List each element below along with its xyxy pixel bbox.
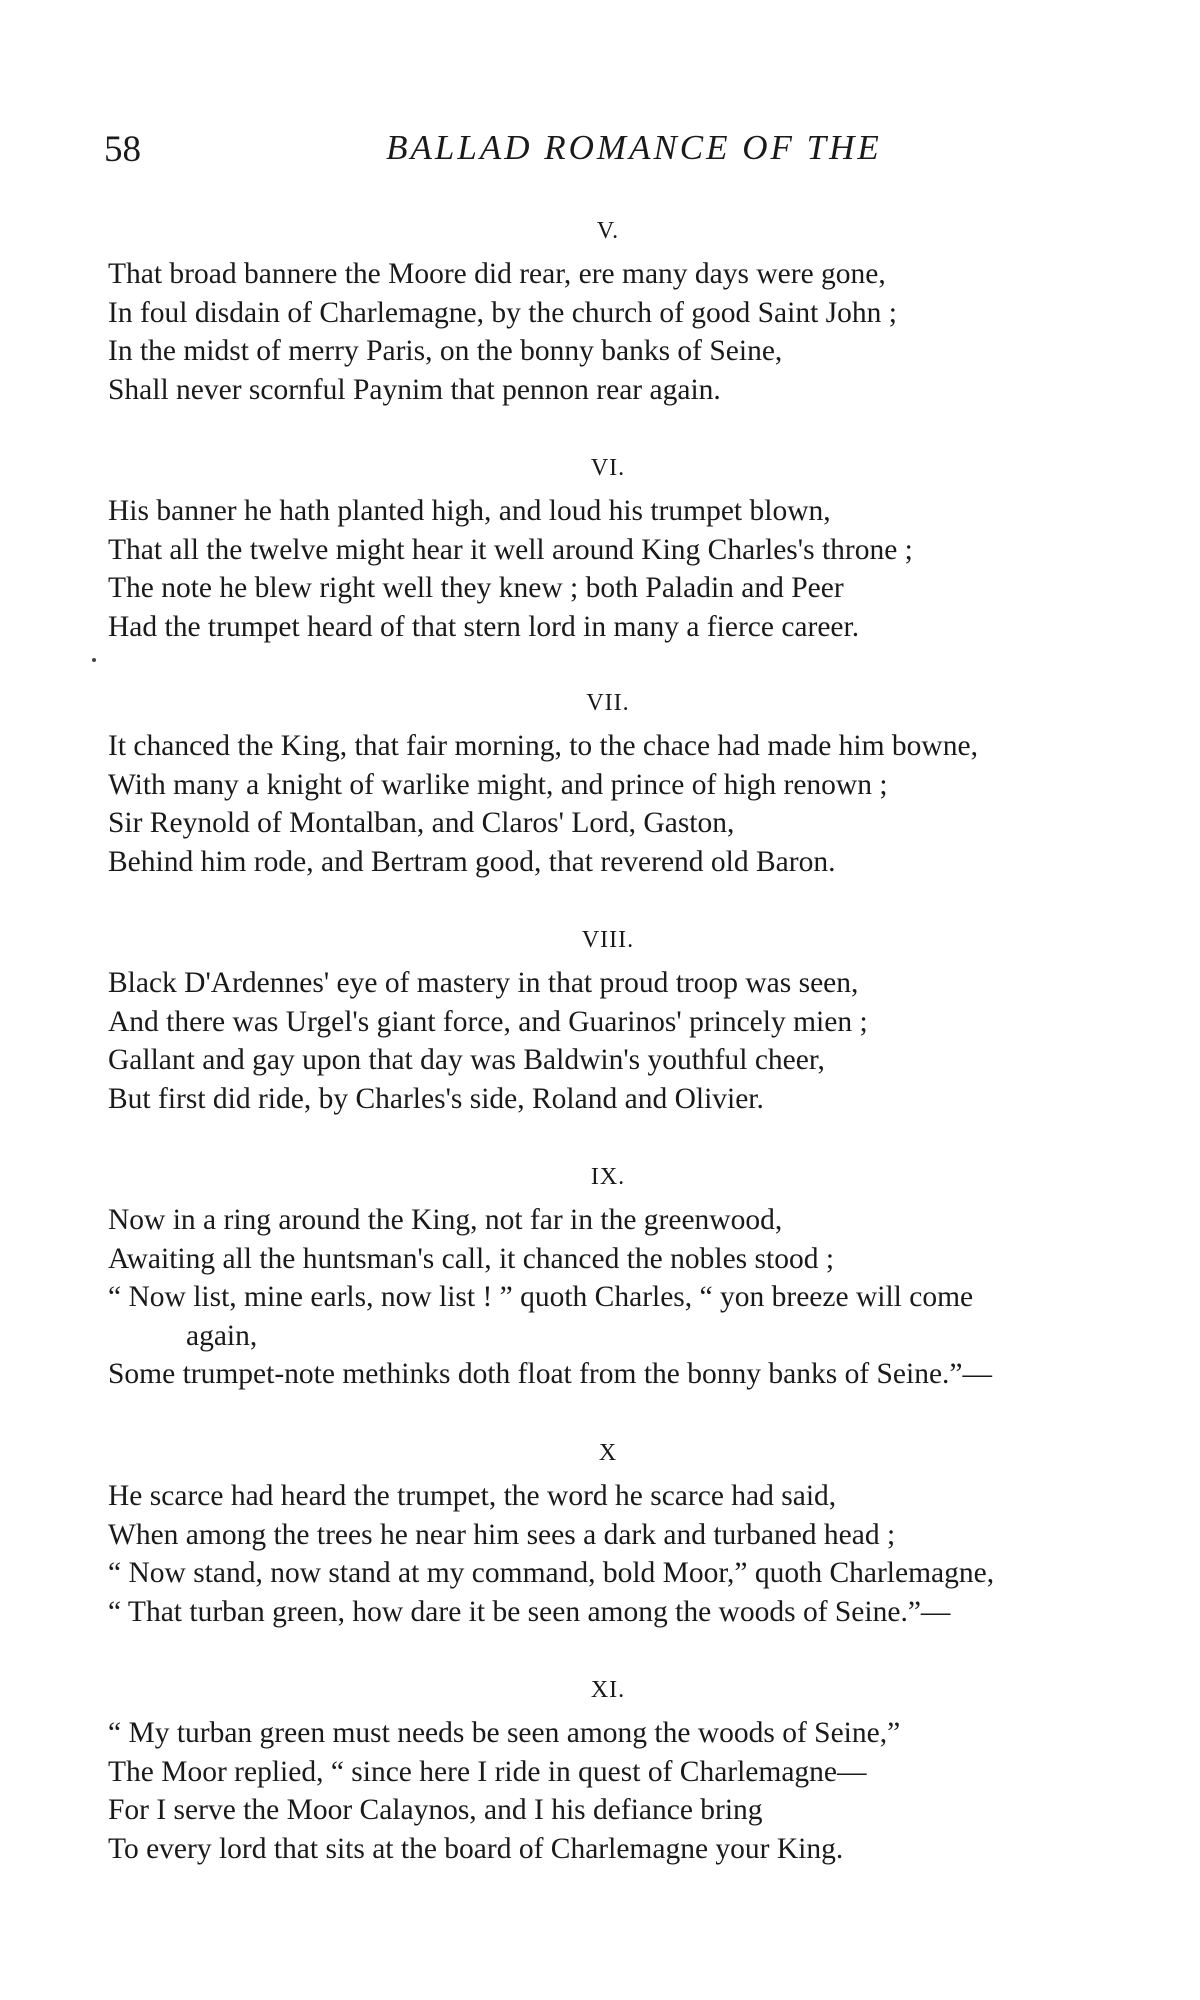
verse-line: His banner he hath planted high, and loud his trumpet blown, xyxy=(108,495,831,527)
stanza-vii xyxy=(108,690,1128,881)
verse-line: Gallant and gay upon that day was Baldwin's youthful cheer, xyxy=(108,1044,825,1076)
stanza-x xyxy=(108,1440,1128,1631)
verse-line: In the midst of merry Paris, on the bonny banks of Seine, xyxy=(108,335,783,367)
stanza-numeral: X xyxy=(598,1440,618,1466)
verse-line: To every lord that sits at the board of Charlemagne your King. xyxy=(108,1832,844,1865)
print-speck xyxy=(92,658,96,662)
running-title: BALLAD ROMANCE OF THE xyxy=(386,128,882,167)
stanza-numeral: XI. xyxy=(590,1677,626,1703)
verse-line: That all the twelve might hear it well around King Charles's throne ; xyxy=(108,533,913,566)
stanza-numeral: VIII. xyxy=(581,927,635,953)
verse-line: And there was Urgel's giant force, and Guarinos' princely mien ; xyxy=(108,1005,868,1038)
verse-line-continuation: again, xyxy=(186,1319,258,1352)
stanza-numeral: V. xyxy=(596,218,620,244)
verse-line: “ Now list, mine earls, now list ! ” quoth Charles, “ yon breeze will come xyxy=(108,1281,974,1313)
verse-line: “ That turban green, how dare it be seen among the woods of Seine.”— xyxy=(108,1595,951,1628)
verse-line: But first did ride, by Charles's side, Roland and Olivier. xyxy=(108,1082,764,1115)
stanza-numeral: IX. xyxy=(590,1164,626,1190)
verse-line: “ My turban green must needs be seen among the woods of Seine,” xyxy=(108,1717,901,1749)
verse-line: He scarce had heard the trumpet, the word he scarce had said, xyxy=(108,1480,837,1512)
page-number: 58 xyxy=(104,129,141,170)
verse-line: The note he blew right well they knew ; both Paladin and Peer xyxy=(108,572,844,604)
verse-line: Behind him rode, and Bertram good, that reverend old Baron. xyxy=(108,845,836,878)
stanza-v xyxy=(108,218,1128,409)
stanza-numeral: VI. xyxy=(590,455,626,481)
verse-line: Awaiting all the huntsman's call, it chanced the nobles stood ; xyxy=(108,1242,835,1275)
verse-line: Now in a ring around the King, not far in the greenwood, xyxy=(108,1204,783,1236)
verse-line: The Moor replied, “ since here I ride in quest of Charlemagne— xyxy=(108,1755,867,1788)
verse-line: With many a knight of warlike might, and prince of high renown ; xyxy=(108,768,888,801)
stanza-xi xyxy=(108,1677,1128,1868)
verse-line: In foul disdain of Charlemagne, by the church of good Saint John ; xyxy=(108,296,897,329)
verse-line: Had the trumpet heard of that stern lord in many a fierce career. xyxy=(108,610,860,643)
verse-line: Black D'Ardennes' eye of mastery in that proud troop was seen, xyxy=(108,967,859,999)
stanza-viii xyxy=(108,927,1128,1118)
verse-line: Some trumpet-note methinks doth float from the bonny banks of Seine.”— xyxy=(108,1358,993,1390)
verse-line: Sir Reynold of Montalban, and Claros' Lord, Gaston, xyxy=(108,807,735,839)
verse-line: “ Now stand, now stand at my command, bold Moor,” quoth Charlemagne, xyxy=(108,1557,995,1589)
verse-line: When among the trees he near him sees a dark and turbaned head ; xyxy=(108,1518,896,1551)
stanza-numeral: VII. xyxy=(586,690,630,716)
verse-line: It chanced the King, that fair morning, to the chace had made him bowne, xyxy=(108,730,978,762)
stanza-vi xyxy=(108,455,1128,646)
stanza-ix xyxy=(108,1164,1128,1394)
page-header xyxy=(104,128,1124,178)
verse-line: For I serve the Moor Calaynos, and I his defiance bring xyxy=(108,1794,763,1826)
verse-line: That broad bannere the Moore did rear, ere many days were gone, xyxy=(108,258,886,290)
verse-line: Shall never scornful Paynim that pennon rear again. xyxy=(108,373,721,406)
